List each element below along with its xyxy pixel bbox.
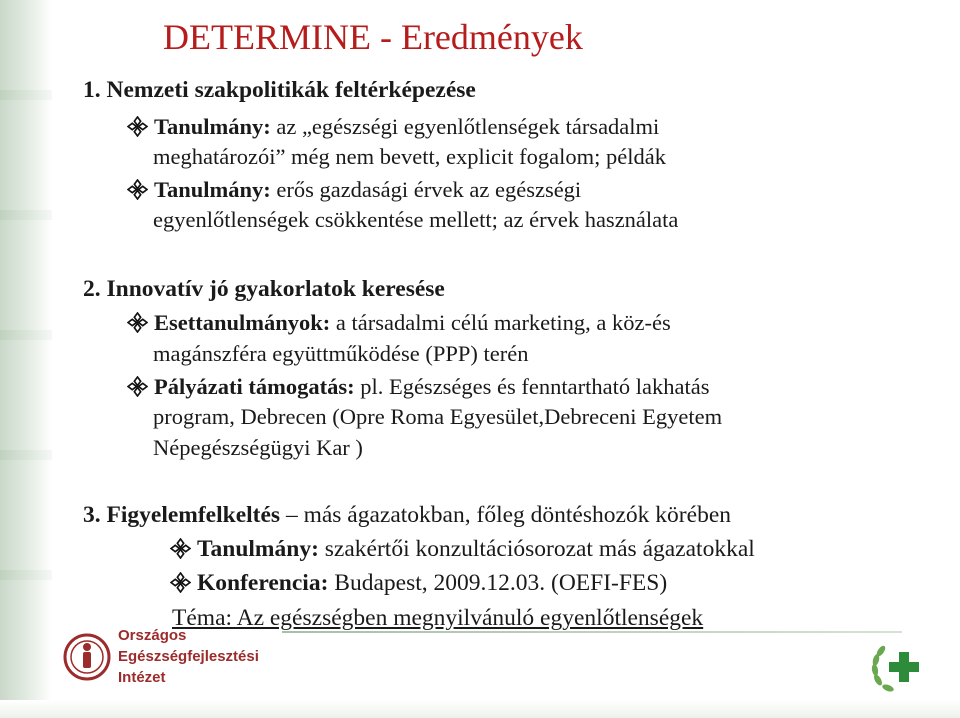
section1-bullet2: Tanulmány: erős gazdasági érvek az egészségi — [127, 175, 581, 205]
section1-bullet1: Tanulmány: az „egészségi egyenlőtlenségek társadalmi — [127, 112, 659, 142]
left-decorative-bar — [0, 0, 52, 718]
footer-band — [0, 700, 960, 718]
logo-line3: Intézet — [118, 669, 166, 686]
green-cross-laurel-icon — [868, 636, 934, 696]
diamond-bullet-icon — [127, 116, 148, 137]
section3-bullet1: Tanulmány: szakértői konzultációsorozat más ágazatokkal — [170, 534, 755, 564]
logo-line1: Országos — [118, 627, 187, 644]
diamond-bullet-icon — [127, 179, 148, 200]
conference-topic: Téma: Az egészségben megnyilvánuló egyenlőtlenségek — [172, 605, 704, 631]
section3-bullet2: Konferencia: Budapest, 2009.12.03. (OEFI-FES) — [170, 568, 667, 598]
section2-bullet1-cont: magánszféra együttműködése (PPP) terén — [153, 341, 529, 366]
diamond-bullet-icon — [127, 376, 148, 397]
section1-bullet1-cont: meghatározói” még nem bevett, explicit fogalom; példák — [153, 144, 666, 169]
diamond-bullet-icon — [127, 312, 148, 333]
footer-divider — [282, 631, 902, 633]
section2-heading: 2. Innovatív jó gyakorlatok keresése — [83, 276, 445, 302]
diamond-bullet-icon — [170, 572, 191, 593]
diamond-bullet-icon — [170, 538, 191, 559]
section1-heading: 1. Nemzeti szakpolitikák feltérképezése — [83, 77, 476, 103]
oefi-logo-icon — [62, 627, 112, 687]
section2-bullet2-cont2: Népegészségügyi Kar ) — [153, 435, 363, 460]
logo-line2: Egészségfejlesztési — [118, 648, 259, 665]
section3-heading: 3. Figyelemfelkeltés – más ágazatokban, főleg döntéshozók körében — [83, 502, 731, 528]
section2-bullet1: Esettanulmányok: a társadalmi célú marketing, a köz-és — [127, 308, 671, 338]
section2-bullet2-cont1: program, Debrecen (Opre Roma Egyesület,Debreceni Egyetem — [153, 404, 723, 429]
section1-bullet2-cont: egyenlőtlenségek csökkentése mellett; az érvek használata — [153, 207, 679, 232]
section2-bullet2: Pályázati támogatás: pl. Egészséges és fenntartható lakhatás — [127, 372, 709, 402]
slide-title: DETERMINE - Eredmények — [163, 17, 583, 57]
